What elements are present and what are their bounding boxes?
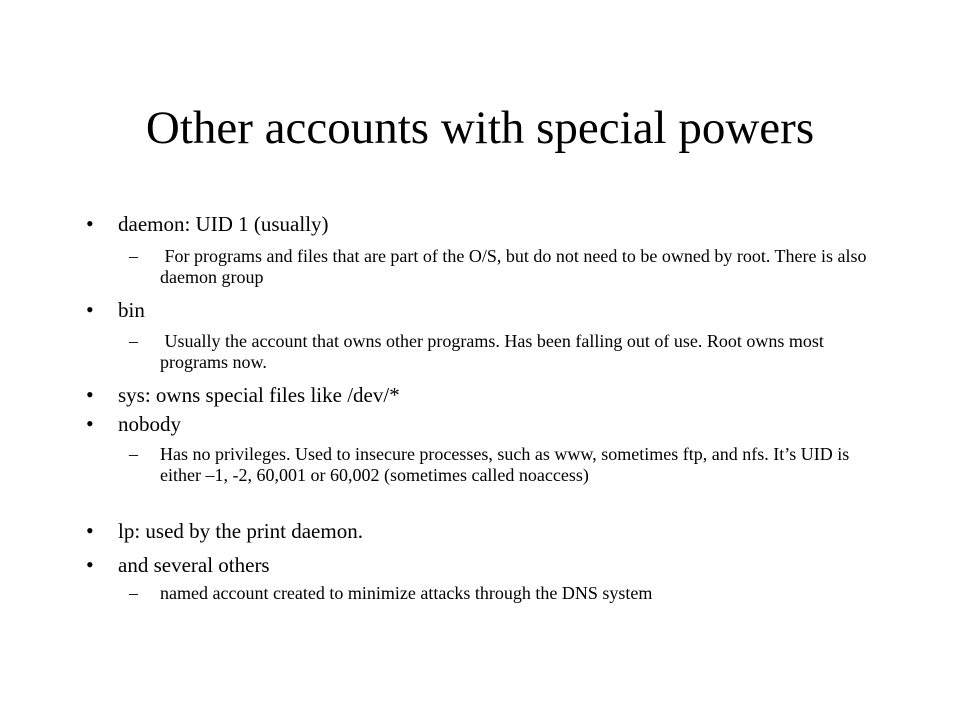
bullet-item-nobody: nobody — [118, 412, 181, 436]
sub-bullet-dash: – — [129, 331, 138, 351]
bullet-marker: • — [86, 211, 94, 236]
sub-bullet-dash: – — [129, 444, 138, 464]
bullet-marker: • — [86, 411, 94, 436]
bullet-item-sys: sys: owns special files like /dev/* — [118, 383, 400, 407]
sub-item-others: named account created to minimize attacks through the DNS system — [160, 583, 653, 603]
sub-item-nobody: Has no privileges. Used to insecure processes, such as www, sometimes ftp, and nfs. It’s UID is either –1, -2, 60,001 or 60,002 (sometimes called noaccess) — [160, 444, 850, 485]
sub-item-bin: Usually the account that owns other programs. Has been falling out of use. Root owns most programs now. — [160, 331, 824, 372]
bullet-marker: • — [86, 518, 94, 543]
bullet-marker: • — [86, 382, 94, 407]
bullet-item-bin: bin — [118, 298, 145, 322]
bullet-marker: • — [86, 552, 94, 577]
sub-bullet-dash: – — [129, 246, 138, 266]
bullet-item-others: and several others — [118, 553, 270, 577]
bullet-marker: • — [86, 297, 94, 322]
bullet-item-lp: lp: used by the print daemon. — [118, 519, 363, 543]
sub-item-daemon: For programs and files that are part of the O/S, but do not need to be owned by root. There is also daemon group — [160, 246, 867, 287]
bullet-item-daemon: daemon: UID 1 (usually) — [118, 212, 329, 236]
slide-title: Other accounts with special powers — [145, 102, 815, 154]
sub-bullet-dash: – — [129, 583, 138, 603]
